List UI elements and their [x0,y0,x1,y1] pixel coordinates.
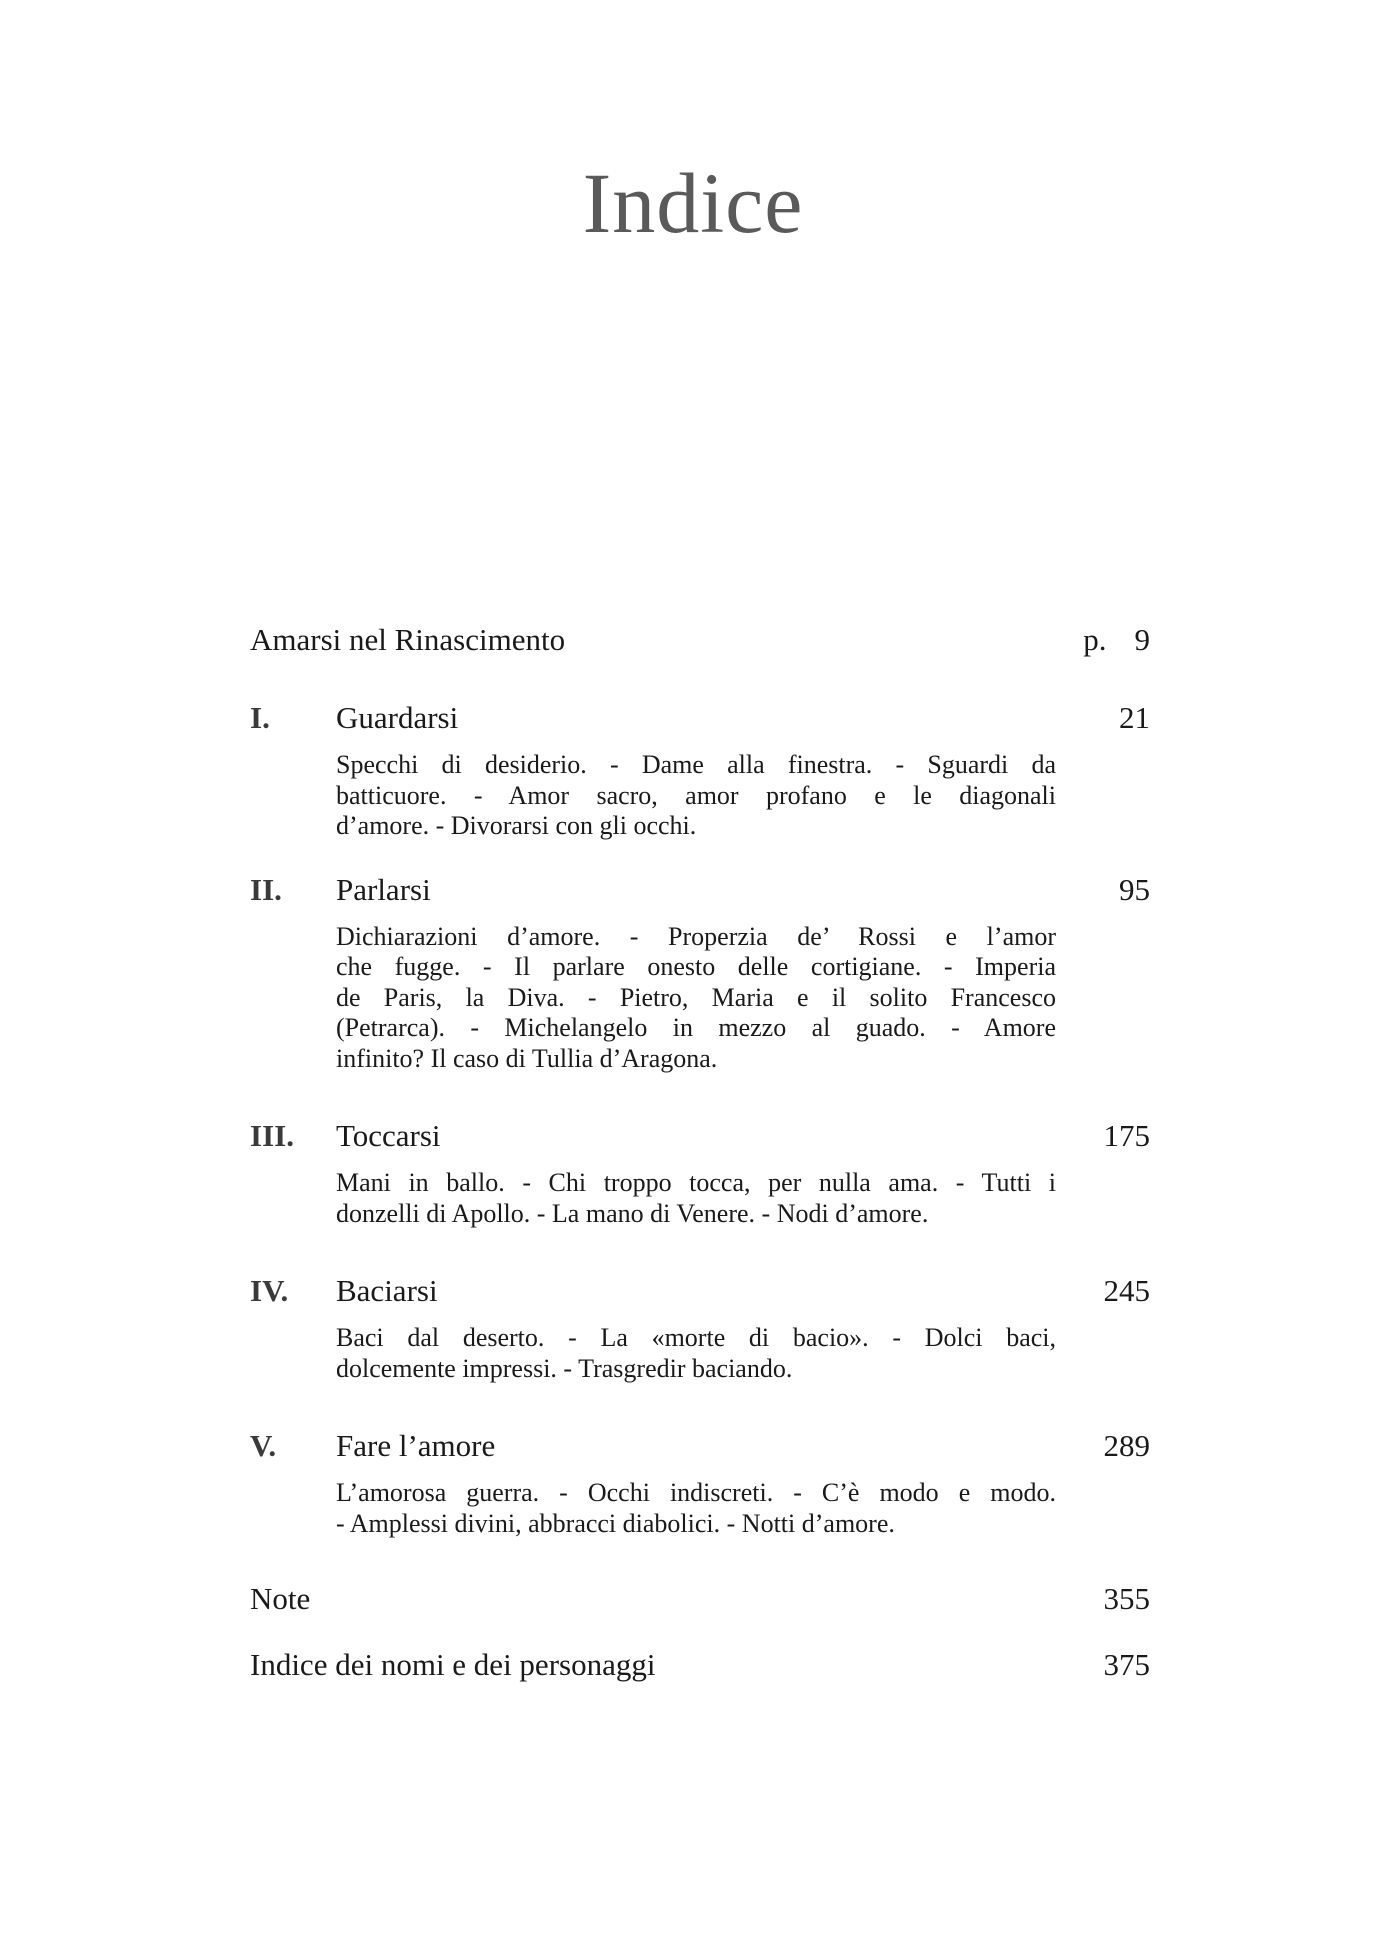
toc-entry-page [1083,620,1150,660]
chapter-1 [250,698,1150,842]
summary-line: de Paris, la Diva. - Pietro, Maria e il solito Francesco [336,982,1056,1012]
summary-line: - Amplessi divini, abbracci diabolici. - Notti d’amore. [336,1508,895,1538]
chapter-number: II. [250,871,282,907]
chapter-title: Guardarsi [336,700,459,735]
summary-line: Dichiarazioni d’amore. - Properzia de’ Rossi e l’amor [336,921,1056,951]
toc-entry-label: Note [250,1581,311,1616]
toc-entry-intro [250,620,1150,660]
toc-entry-notes [250,1579,1150,1619]
summary-line: Mani in ballo. - Chi troppo tocca, per nulla ama. - Tutti i [336,1168,1056,1197]
chapter-page: 95 [1119,871,1150,907]
table-of-contents [250,620,1150,1685]
chapter-summary [336,922,1056,1075]
chapter-5 [250,1426,1150,1539]
toc-entry-label: Amarsi nel Rinascimento [250,622,566,657]
chapter-page: 289 [1103,1428,1150,1463]
summary-line: donzelli di Apollo. - La mano di Venere. - Nodi d’amore. [336,1198,929,1228]
summary-line: dolcemente impressi. - Trasgredir baciando. [336,1353,793,1383]
summary-line: Baci dal deserto. - La «morte di bacio». - Dolci baci, [336,1323,1056,1352]
chapter-summary [336,1168,1056,1229]
chapter-title: Baciarsi [336,1273,438,1308]
summary-line: L’amorosa guerra. - Occhi indiscreti. - C’è modo e modo. [336,1478,1056,1507]
chapter-page: 175 [1103,1118,1150,1153]
chapter-4 [250,1271,1150,1384]
chapter-summary [336,1478,1056,1539]
chapter-page: 245 [1103,1273,1150,1308]
summary-line: batticuore. - Amor sacro, amor profano e le diagonali [336,780,1056,810]
chapter-number: V. [250,1428,277,1463]
page-number: 9 [1134,622,1150,657]
page-title: Indice [582,155,804,251]
summary-line: che fugge. - Il parlare onesto delle cortigiane. - Imperia [336,952,1056,981]
chapter-number: I. [250,700,270,735]
chapter-title: Parlarsi [336,871,431,907]
toc-entry-label: Indice dei nomi e dei personaggi [250,1647,656,1682]
toc-entry-page: 355 [1103,1581,1150,1616]
chapter-summary [336,1323,1056,1384]
chapter-2 [250,870,1150,1075]
chapter-title: Toccarsi [336,1118,441,1153]
chapter-number: III. [250,1118,294,1153]
chapter-3 [250,1116,1150,1229]
page-prefix: p. [1083,622,1107,657]
chapter-number: IV. [250,1273,289,1308]
chapter-page: 21 [1119,700,1150,735]
chapter-title: Fare l’amore [336,1428,496,1463]
summary-line: Specchi di desiderio. - Dame alla finestra. - Sguardi da [336,750,1056,779]
chapter-summary [336,750,1056,842]
summary-line: (Petrarca). - Michelangelo in mezzo al guado. - Amore [336,1013,1056,1042]
toc-entry-page: 375 [1103,1647,1150,1682]
summary-line: d’amore. - Divorarsi con gli occhi. [336,811,697,840]
toc-entry-index [250,1645,1150,1685]
summary-line: infinito? Il caso di Tullia d’Aragona. [336,1043,718,1073]
